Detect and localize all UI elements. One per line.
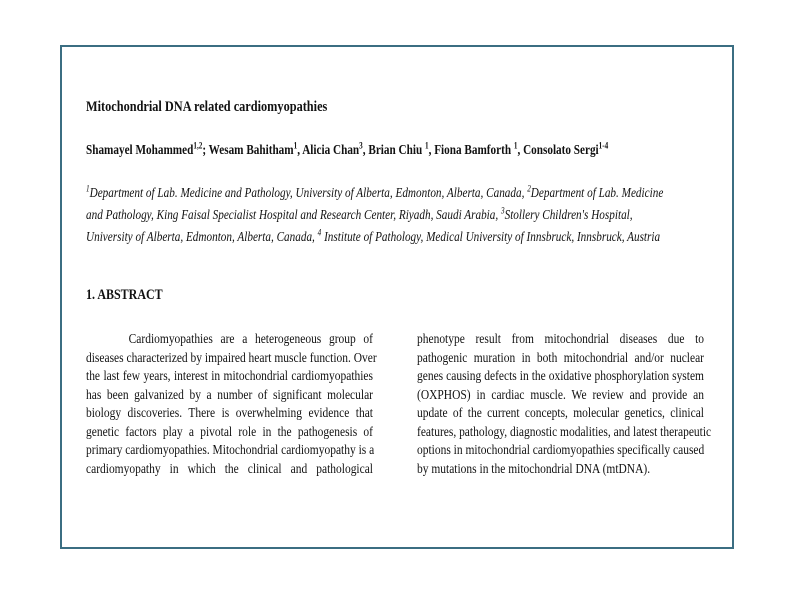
abstract-line: diseases characterized by impaired heart muscle function. Over <box>86 350 377 366</box>
abstract-line: primary cardiomyopathies. Mitochondrial cardiomyopathy is a <box>86 443 375 458</box>
author-name: Fiona Bamforth <box>434 143 512 158</box>
abstract-line: (OXPHOS) in cardiac muscle. We review and provide an <box>417 387 704 403</box>
abstract-line: genes causing defects in the oxidative phosphorylation system <box>417 369 704 384</box>
author-affiliation-sup: 3 <box>359 140 363 151</box>
affiliation-text: University of Alberta, Edmonton, Alberta, Canada, <box>86 230 318 245</box>
affiliation-text: and Pathology, King Faisal Specialist Hospital and Research Center, Riyadh, Saudi Arabia, <box>86 208 501 223</box>
abstract-line: cardiomyopathy in which the clinical and pathological <box>86 461 373 477</box>
author-affiliation-sup: 1,2 <box>193 140 203 151</box>
author-name: Alicia Chan <box>302 143 360 158</box>
author-name: Consolato Sergi <box>523 143 599 158</box>
author-affiliation-sup: 1 <box>425 140 429 151</box>
abstract-column-left <box>86 331 377 479</box>
author-name: Brian Chiu <box>368 143 423 158</box>
author-affiliation-sup: 1-4 <box>598 140 609 151</box>
slide-frame <box>60 45 734 549</box>
affiliation-sup: 3 <box>501 205 505 216</box>
affiliation-line <box>86 227 702 249</box>
affiliation-text: Institute of Pathology, Medical University of Innsbruck, Innsbruck, Austria <box>321 230 661 245</box>
author-affiliation-sup: 1 <box>293 140 298 151</box>
affiliations <box>86 183 702 249</box>
author-name: Shamayel Mohammed <box>86 143 194 158</box>
abstract-line: biology discoveries. There is overwhelming evidence that <box>86 406 373 421</box>
abstract-line: update of the current concepts, molecular genetics, clinical <box>417 406 704 421</box>
affiliation-text: Department of Lab. Medicine and Pathology, University of Alberta, Edmonton, Alberta, Canada, <box>89 186 528 201</box>
abstract-line: options in mitochondrial cardiomyopathies specifically caused <box>417 443 705 458</box>
affiliation-line <box>86 183 702 205</box>
affiliation-sup: 1 <box>86 183 90 194</box>
affiliation-line <box>86 205 702 227</box>
affiliation-sup: 4 <box>317 227 322 238</box>
abstract-line: the last few years, interest in mitochondrial cardiomyopathies <box>86 369 373 384</box>
abstract-line: Cardiomyopathies are a heterogeneous group of <box>128 332 373 347</box>
abstract-line: features, pathology, diagnostic modalities, and latest therapeutic <box>417 424 712 440</box>
abstract-line: genetic factors play a pivotal role in the pathogenesis of <box>86 424 373 440</box>
abstract-line: by mutations in the mitochondrial DNA (mtDNA). <box>417 461 651 477</box>
affiliation-text: Stollery Children's Hospital, <box>504 208 633 223</box>
author-affiliation-sup: 1 <box>513 140 518 151</box>
abstract-line: pathogenic muration in both mitochondrial and/or nuclear <box>417 350 704 366</box>
abstract-line: has been galvanized by a number of significant molecular <box>86 387 373 403</box>
author-name: Wesam Bahitham <box>208 143 294 158</box>
affiliation-text: Department of Lab. Medicine <box>530 186 664 201</box>
section-heading: 1. ABSTRACT <box>86 287 163 303</box>
abstract-column-right <box>417 331 712 479</box>
paper-title: Mitochondrial DNA related cardiomyopathies <box>86 99 328 115</box>
author-list: Shamayel Mohammed$^{1,2}$; Wesam Bahitham$^1$, Alicia Chan$^3$, Brian Chiu $^1$, Fiona Bamforth $^1$, Consolato Sergi$^{1-4}$ <box>86 140 609 158</box>
abstract-line: phenotype result from mitochondrial diseases due to <box>417 332 704 347</box>
affiliation-sup: 2 <box>527 183 531 194</box>
